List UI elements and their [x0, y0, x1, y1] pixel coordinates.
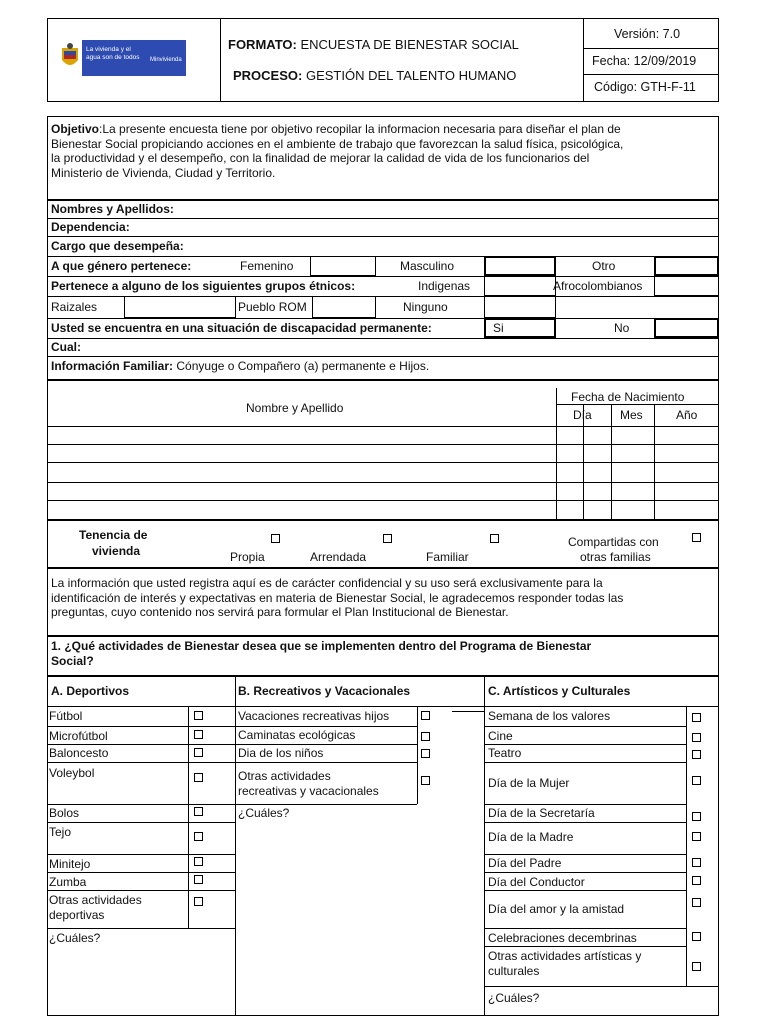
vivienda-label-2: vivienda: [92, 544, 141, 558]
coat-of-arms-icon: [58, 42, 82, 72]
familiar-line: [51, 359, 429, 373]
otras-deportivas-checkbox[interactable]: [194, 897, 203, 906]
arrendada-checkbox[interactable]: [383, 534, 392, 543]
propia-checkbox[interactable]: [271, 534, 280, 543]
recreativo-item: Dia de los niños: [238, 746, 324, 760]
deporte-item: deportivas: [49, 908, 105, 922]
artistico-item: culturales: [488, 964, 540, 978]
dia-madre-checkbox[interactable]: [692, 832, 701, 841]
artistico-item: Día del amor y la amistad: [488, 902, 625, 916]
deporte-item: Tejo: [49, 825, 72, 839]
dia-mujer-checkbox[interactable]: [692, 776, 701, 785]
deportivos-cuales: ¿Cuáles?: [49, 931, 101, 945]
artisticos-cuales: ¿Cuáles?: [488, 991, 540, 1005]
no-label: No: [614, 321, 630, 335]
question1-line-2: Social?: [51, 654, 94, 668]
afro-field[interactable]: [654, 276, 719, 296]
formato-label: FORMATO:: [228, 37, 297, 52]
confidencial-line: preguntas, cuyo contenido nos servirá para formular el Plan Institucional de Bienestar.: [51, 605, 509, 619]
nombres-label: Nombres y Apellidos:: [51, 202, 174, 216]
question1-line-1: 1. ¿Qué actividades de Bienestar desea que se implementen dentro del Programa de Bienestar: [51, 639, 592, 653]
artistico-item: Día de la Madre: [488, 830, 574, 844]
baloncesto-checkbox[interactable]: [194, 748, 203, 757]
ninguno-field[interactable]: [484, 296, 556, 318]
artistico-item: Otras actividades artísticas y: [488, 949, 642, 963]
proceso-label: PROCESO:: [233, 68, 303, 83]
divider: [583, 48, 719, 49]
logo-text: La vivienda y el agua son de todos: [86, 46, 140, 61]
decembrinas-checkbox[interactable]: [692, 932, 701, 941]
si-label: Si: [493, 321, 504, 335]
recreativo-item: Caminatas ecológicas: [238, 728, 356, 742]
compartidas-checkbox[interactable]: [692, 533, 701, 542]
femenino-label: Femenino: [240, 259, 294, 273]
rom-field[interactable]: [312, 296, 376, 318]
fecha: Fecha: 12/09/2019: [592, 54, 697, 68]
voleybol-checkbox[interactable]: [194, 773, 203, 782]
otras-artisticas-checkbox[interactable]: [692, 962, 701, 971]
mes-header: Mes: [620, 408, 643, 422]
recreativos-cuales: ¿Cuáles?: [238, 806, 290, 820]
indigenas-field[interactable]: [484, 276, 556, 296]
indigenas-label: Indigenas: [418, 279, 471, 293]
objetivo-text: [51, 122, 715, 180]
raizales-label: Raizales: [51, 300, 98, 314]
familiar-label: Información Familiar:: [51, 359, 174, 373]
caminatas-checkbox[interactable]: [421, 732, 430, 741]
rom-label: Pueblo ROM: [238, 300, 307, 314]
teatro-checkbox[interactable]: [692, 750, 701, 759]
recreativo-item: recreativas y vacacionales: [238, 784, 379, 798]
objetivo-line: la productividad y el desempeño, con la finalidad de mejorar la calidad de vida de los funcionarios del: [51, 151, 590, 165]
codigo: Código: GTH-F-11: [594, 80, 696, 94]
deporte-item: Bolos: [49, 806, 80, 820]
artistico-item: Día de la Mujer: [488, 776, 570, 790]
deporte-item: Microfútbol: [49, 729, 108, 743]
etnico-label: Pertenece a alguno de los siguientes grupos étnicos:: [51, 279, 356, 293]
objetivo-label: Objetivo: [51, 122, 100, 136]
recreativo-item: Vacaciones recreativas hijos: [238, 709, 390, 723]
confidencial-line: La información que usted registra aquí es de carácter confidencial y su uso será exclusivamente para la: [51, 576, 603, 590]
objetivo-line: :La presente encuesta tiene por objetivo recopilar la informacion necesaria para diseñar el plan de: [99, 122, 621, 136]
genero-label: A que género pertenece:: [51, 259, 192, 273]
arrendada-label: Arrendada: [310, 550, 367, 564]
microfutbol-checkbox[interactable]: [194, 730, 203, 739]
propia-label: Propia: [230, 550, 265, 564]
deportivos-title: A. Deportivos: [51, 684, 130, 698]
activities-table: [47, 676, 719, 1016]
masculino-field[interactable]: [484, 256, 556, 276]
anio-header: Año: [676, 408, 698, 422]
dia-ninos-checkbox[interactable]: [421, 749, 430, 758]
dia-padre-checkbox[interactable]: [692, 858, 701, 867]
deporte-item: Baloncesto: [49, 746, 109, 760]
recreativos-title: B. Recreativos y Vacacionales: [238, 684, 411, 698]
fecha-header: Fecha de Nacimiento: [571, 390, 685, 404]
vivienda-label-1: Tenencia de: [79, 528, 148, 542]
amor-amistad-checkbox[interactable]: [692, 898, 701, 907]
si-field[interactable]: [484, 318, 556, 338]
proceso-value: GESTIÓN DEL TALENTO HUMANO: [305, 68, 517, 83]
dia-header: Día: [573, 408, 592, 422]
semana-valores-checkbox[interactable]: [692, 713, 701, 722]
bolos-checkbox[interactable]: [194, 807, 203, 816]
artistico-item: Día de la Secretaría: [488, 806, 595, 820]
artistico-item: Teatro: [488, 746, 522, 760]
familiar-value: Cónyuge o Compañero (a) permanente e Hijos.: [176, 359, 430, 373]
cargo-label: Cargo que desempeña:: [51, 239, 184, 253]
nombre-header: Nombre y Apellido: [246, 401, 344, 415]
afro-label: Afrocolombianos: [553, 279, 643, 293]
artistico-item: Celebraciones decembrinas: [488, 931, 637, 945]
futbol-checkbox[interactable]: [194, 711, 203, 720]
artistico-item: Día del Padre: [488, 856, 562, 870]
objetivo-line: Ministerio de Vivienda, Ciudad y Territorio.: [51, 165, 276, 180]
divider: [220, 18, 221, 102]
zumba-checkbox[interactable]: [194, 875, 203, 884]
logo-sub: Minvivienda: [150, 57, 182, 63]
objetivo-line: Bienestar Social propiciando acciones en el ambiente de trabajo que favorezcan la salud física, psicológica,: [51, 136, 624, 151]
discapacidad-label: Usted se encuentra en una situación de discapacidad permanente:: [51, 321, 432, 335]
femenino-field[interactable]: [310, 256, 376, 276]
divider: [583, 18, 584, 102]
masculino-label: Masculino: [400, 259, 455, 273]
familiar-label-v: Familiar: [426, 550, 469, 564]
cual-label: Cual:: [51, 340, 81, 354]
recreativo-item: Otras actividades: [238, 769, 331, 783]
confidencial-text: [51, 576, 717, 620]
proceso-line: [233, 69, 516, 83]
otro-field[interactable]: [654, 256, 719, 276]
minitejo-checkbox[interactable]: [194, 857, 203, 866]
compartidas-label-1: Compartidas con: [568, 535, 659, 549]
divider: [583, 74, 719, 75]
formato-line: [228, 38, 519, 52]
artistico-item: Día del Conductor: [488, 875, 585, 889]
vacaciones-checkbox[interactable]: [421, 711, 430, 720]
tejo-checkbox[interactable]: [194, 832, 203, 841]
raizales-field[interactable]: [124, 296, 236, 318]
artistico-item: Cine: [488, 729, 513, 743]
deporte-item: Voleybol: [49, 766, 95, 780]
dependencia-label: Dependencia:: [51, 220, 130, 234]
artisticos-title: C. Artísticos y Culturales: [488, 684, 631, 698]
deporte-item: Zumba: [49, 875, 87, 889]
otro-label: Otro: [592, 259, 616, 273]
cine-checkbox[interactable]: [692, 733, 701, 742]
deporte-item: Otras actividades: [49, 893, 142, 907]
dia-conductor-checkbox[interactable]: [692, 876, 701, 885]
artistico-item: Semana de los valores: [488, 709, 611, 723]
ninguno-label: Ninguno: [403, 300, 448, 314]
formato-value: ENCUESTA DE BIENESTAR SOCIAL: [300, 37, 519, 52]
familiar-checkbox[interactable]: [490, 534, 499, 543]
compartidas-label-2: otras familias: [580, 550, 651, 564]
ministry-logo: [58, 40, 186, 76]
no-field[interactable]: [654, 318, 719, 338]
deporte-item: Fútbol: [49, 709, 83, 723]
deporte-item: Minitejo: [49, 857, 91, 871]
version: Versión: 7.0: [614, 27, 681, 41]
otras-recreativas-checkbox[interactable]: [421, 776, 430, 785]
dia-secretaria-checkbox[interactable]: [692, 812, 701, 821]
confidencial-line: identificación de interés y expectativas en materia de Bienestar Social, le agradecemos responder todas las: [51, 590, 624, 605]
